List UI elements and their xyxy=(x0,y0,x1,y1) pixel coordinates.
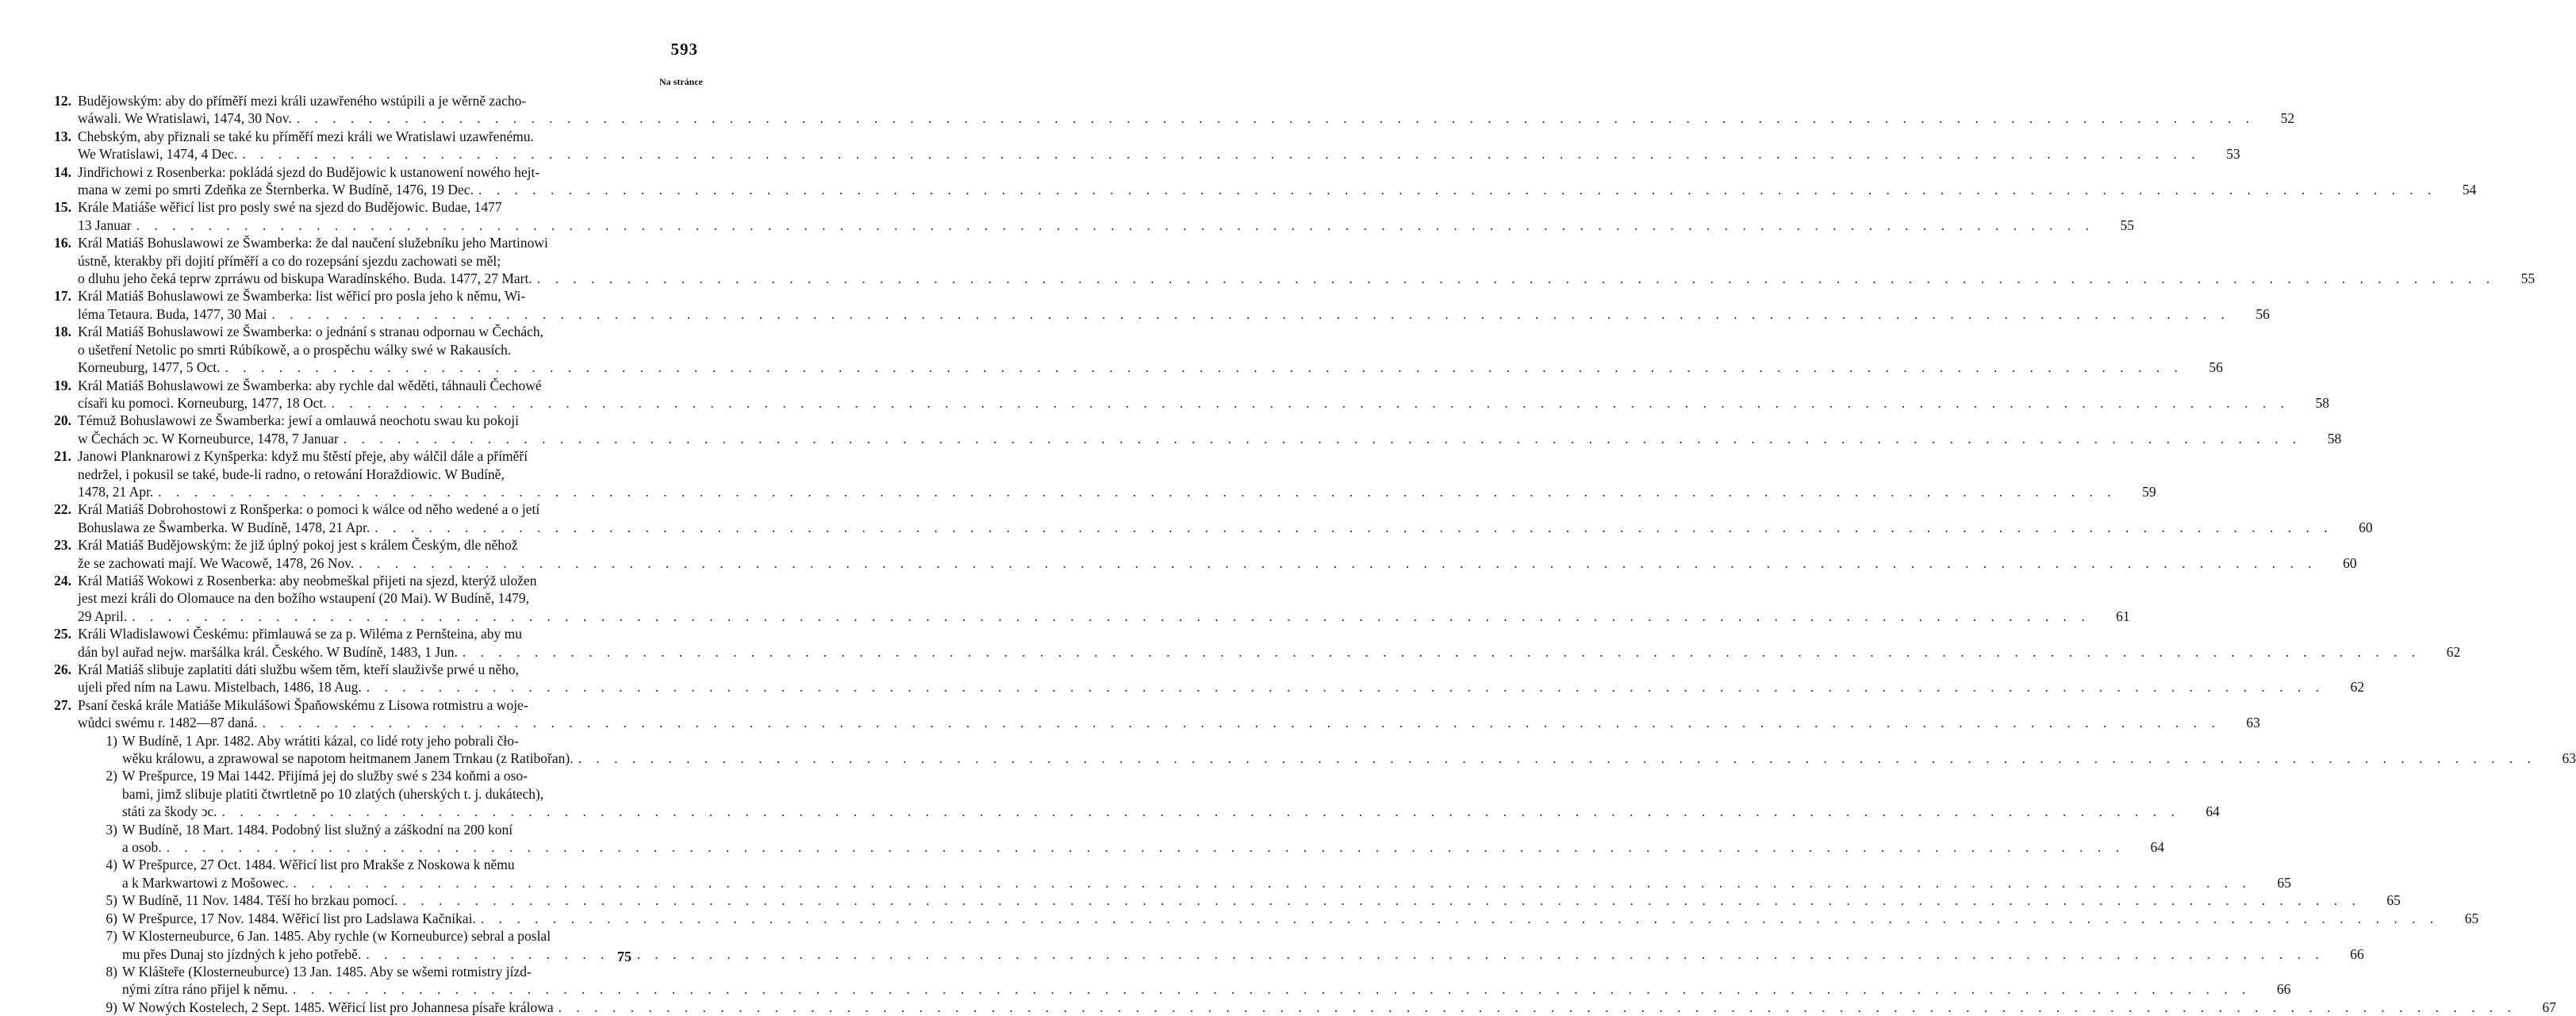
indent-spacer xyxy=(32,999,78,1016)
line-text: W Budíně, 1 Apr. 1482. Aby wrátiti kázal, co lidé roty jeho pobrali čło- xyxy=(122,732,519,749)
page-reference: 59 xyxy=(2142,483,2156,500)
subentry xyxy=(32,891,2401,909)
subentry xyxy=(32,732,2576,768)
entry-number: 21. xyxy=(54,448,71,465)
toc-entry xyxy=(32,377,2330,412)
entry-line xyxy=(78,661,2325,678)
entry-line xyxy=(122,767,2180,784)
entry-text xyxy=(78,128,2201,163)
entry-line xyxy=(122,821,2125,838)
dot-leader xyxy=(344,430,2302,447)
entry-text xyxy=(122,821,2125,857)
toc-entry xyxy=(32,661,2365,696)
entry-line xyxy=(78,92,2255,109)
dot-leader xyxy=(463,643,2421,661)
line-text: ústně, kterakby při dojití příměří a co do rozepsání sjezdu zachowati se měl; xyxy=(78,252,501,269)
entry-number: 24. xyxy=(54,572,71,589)
entry-number: 23. xyxy=(54,537,71,554)
entry-line xyxy=(78,323,2183,340)
page-reference: 55 xyxy=(2520,270,2536,287)
entry-number: 14. xyxy=(54,163,71,180)
entry-text xyxy=(78,572,2090,625)
dot-leader xyxy=(242,145,2200,163)
entry-line xyxy=(122,891,2361,909)
dot-leader xyxy=(293,874,2251,891)
subentry xyxy=(32,999,2557,1016)
dot-leader xyxy=(222,803,2180,820)
entry-line xyxy=(122,963,2251,980)
line-text: že se zachowati mají. We Wacowě, 1478, 26 Nov. xyxy=(78,554,355,571)
line-text: W Nowých Kostelech, 2 Sept. 1485. Wěřicí list pro Johannesa písaře králowa xyxy=(122,999,554,1015)
dot-leader xyxy=(481,910,2439,927)
dot-leader xyxy=(359,554,2317,572)
line-text: o dluhu jeho čeká teprw zprráwu od biskupa Waradínského. Buda. 1477, 27 Mart. xyxy=(78,270,532,287)
page-reference: 55 xyxy=(2120,217,2134,233)
page-reference: 53 xyxy=(2226,146,2240,163)
toc-entry xyxy=(32,287,2270,323)
entry-line xyxy=(78,181,2436,198)
line-text: wáwali. We Wratislawi, 1474, 30 Nov. xyxy=(78,110,292,127)
indent-spacer xyxy=(32,927,78,963)
line-text: We Wratislawi, 1474, 4 Dec. xyxy=(78,146,238,163)
subentry xyxy=(32,927,2364,963)
entry-line xyxy=(78,608,2090,625)
dot-leader xyxy=(132,608,2090,625)
page-reference: 56 xyxy=(2209,359,2223,376)
entry-line xyxy=(122,750,2536,767)
line-text: W Prešpurce, 19 Mai 1442. Přijímá jej do služby swé s 234 koňmi a oso- xyxy=(122,768,528,784)
page-reference: 63 xyxy=(2562,750,2576,767)
entry-line xyxy=(122,803,2180,820)
line-text: W Prešpurce, 27 Oct. 1484. Wěřicí list pro Mrakše z Noskowa k němu xyxy=(122,857,515,873)
line-text: mana w zemi po smrti Zdeňka ze Šternberka. W Budíně, 1476, 19 Dec. xyxy=(78,182,474,198)
entry-line xyxy=(78,572,2090,589)
line-text: ujeli před ním na Lawu. Mistelbach, 1486, 18 Aug. xyxy=(78,679,362,696)
dot-leader xyxy=(167,838,2125,856)
entry-line xyxy=(78,430,2302,447)
page-reference: 64 xyxy=(2150,839,2164,856)
line-text: Psaní česká krále Matiáše Mikulášowi Špaňowskému z Lisowa rotmistru a woje- xyxy=(78,696,528,713)
entry-number: 6) xyxy=(106,910,117,926)
dot-leader xyxy=(263,714,2221,731)
line-text: Budějowským: aby do příměří mezi králi uzawřeného wstúpili a je wěrně zacho- xyxy=(78,93,527,109)
dot-leader xyxy=(559,999,2516,1016)
line-text: Král Matiáš Bohuslawowi ze Šwamberka: o jednání s stranau odpornau w Čechách, xyxy=(78,324,544,340)
entry-text xyxy=(78,625,2421,661)
page-reference: 54 xyxy=(2462,182,2477,198)
dot-leader xyxy=(366,945,2324,963)
dot-leader xyxy=(537,270,2495,287)
page-reference: 66 xyxy=(2276,981,2291,998)
toc-entry xyxy=(32,234,2536,287)
line-text: a k Markwartowi z Mošowec. xyxy=(122,874,289,891)
entry-line xyxy=(78,696,2221,714)
entry-number: 7) xyxy=(106,928,117,945)
entry-line xyxy=(78,483,2117,500)
entry-text xyxy=(78,163,2436,199)
line-text: Chebským, aby přiznali se také ku příměří mezi králi we Wratislawi uzawřenému. xyxy=(78,128,534,144)
entry-number: 2) xyxy=(106,768,117,784)
entry-line xyxy=(78,377,2290,394)
table-of-contents xyxy=(32,92,2576,1016)
entry-text xyxy=(78,323,2183,376)
entry-line xyxy=(78,305,2230,323)
entry-line xyxy=(78,500,2333,518)
line-text: Krále Matiáše wěřicí list pro posly swé na sjezd do Budějowic. Budae, 1477 xyxy=(78,199,502,216)
entry-line xyxy=(78,589,2090,607)
entry-number: 25. xyxy=(54,626,71,642)
entry-text xyxy=(78,234,2495,287)
entry-line xyxy=(78,270,2495,287)
entry-line xyxy=(78,358,2183,376)
line-text: Bohuslawa ze Šwamberka. W Budíně, 1478, 21 Apr. xyxy=(78,519,370,535)
entry-line xyxy=(78,466,2117,483)
line-text: léma Tetaura. Buda, 1477, 30 Mai xyxy=(78,305,267,322)
line-text: Janowi Planknarowi z Kynšperka: když mu štěstí přeje, aby wálčil dále a příměří xyxy=(78,448,528,465)
line-text: W Budíně, 11 Nov. 1484. Těší ho brzkau pomocí. xyxy=(122,892,398,909)
line-text: nými zítra ráno přijel k němu. xyxy=(122,981,288,998)
indent-spacer xyxy=(32,732,78,768)
entry-line xyxy=(122,927,2325,945)
entry-text xyxy=(122,891,2361,909)
page-reference: 61 xyxy=(2116,608,2130,624)
dot-leader xyxy=(403,891,2361,909)
line-text: Král Matiáš Bohuslawowi ze Šwamberka: že dal naučení služebníku jeho Martinowi xyxy=(78,235,548,251)
entry-text xyxy=(78,696,2221,732)
entry-text xyxy=(122,856,2252,891)
line-text: 29 April. xyxy=(78,608,128,624)
page-reference: 60 xyxy=(2359,519,2373,535)
entry-text xyxy=(78,198,2094,234)
entry-text xyxy=(78,447,2117,500)
entry-text xyxy=(122,927,2325,963)
page-reference: 65 xyxy=(2464,910,2479,926)
page-reference: 62 xyxy=(2446,643,2461,660)
entry-number: 4) xyxy=(106,857,117,873)
entry-text xyxy=(78,661,2325,696)
entry-text xyxy=(78,412,2302,447)
line-text: W Budíně, 18 Mart. 1484. Podobný list služný a záškodní na 200 koní xyxy=(122,821,513,838)
entry-text xyxy=(122,999,2516,1016)
line-text: Král Matiáš Wokowi z Rosenberka: aby neobmeškal přijeti na sjezd, kterýž uložen xyxy=(78,572,537,589)
page-number: 593 xyxy=(670,40,698,59)
entry-number: 18. xyxy=(54,324,71,340)
signature-mark: 75 xyxy=(617,949,632,964)
page-reference: 58 xyxy=(2327,430,2342,447)
indent-spacer xyxy=(32,821,78,857)
dot-leader xyxy=(297,109,2255,127)
entry-line xyxy=(78,128,2201,145)
line-text: W Klášteře (Klosterneuburce) 13 Jan. 1485. Aby se wšemi rotmistry jízd- xyxy=(122,963,532,980)
toc-entry xyxy=(32,92,2295,128)
line-text: Témuž Bohuslawowi ze Šwamberka: jewí a omlauwá neochotu swau ku pokoji xyxy=(78,412,519,429)
line-text: W Klosterneuburce, 6 Jan. 1485. Aby rychle (w Korneuburce) sebral a poslal xyxy=(122,928,551,945)
entry-number: 17. xyxy=(54,288,71,305)
entry-text xyxy=(78,536,2317,572)
entry-line xyxy=(78,412,2302,429)
page-reference: 65 xyxy=(2277,874,2291,891)
page-reference: 62 xyxy=(2350,679,2365,696)
entry-number: 13. xyxy=(54,128,71,144)
page-reference: 66 xyxy=(2350,945,2364,962)
entry-text xyxy=(78,287,2230,323)
dot-leader xyxy=(272,305,2230,323)
entry-line xyxy=(122,910,2439,927)
subentry xyxy=(32,767,2220,820)
entry-line xyxy=(78,163,2436,181)
line-text: wůdci swému r. 1482—87 daná. xyxy=(78,715,258,731)
dot-leader xyxy=(374,519,2332,536)
line-text: císaři ku pomoci. Korneuburg, 1477, 18 Oct. xyxy=(78,394,327,411)
entry-number: 15. xyxy=(54,199,71,216)
entry-number: 3) xyxy=(106,821,117,838)
entry-line xyxy=(122,945,2325,963)
entry-line xyxy=(78,447,2117,465)
subentry xyxy=(32,963,2291,999)
entry-text xyxy=(78,500,2333,536)
toc-entry xyxy=(32,572,2130,625)
entry-line xyxy=(78,678,2325,696)
entry-line xyxy=(78,519,2333,536)
toc-entry xyxy=(32,447,2156,500)
dot-leader xyxy=(332,394,2290,412)
page-reference: 60 xyxy=(2343,554,2357,571)
entry-line xyxy=(78,394,2290,412)
dot-leader xyxy=(158,483,2116,500)
entry-number: 9) xyxy=(106,999,117,1015)
entry-line xyxy=(122,856,2252,873)
entry-number: 26. xyxy=(54,661,71,677)
toc-entry xyxy=(32,696,2260,732)
line-text: jest mezi králi do Olomauce na den božího wstaupení (20 Mai). W Budíně, 1479, xyxy=(78,590,529,607)
toc-entry xyxy=(32,163,2477,199)
entry-line xyxy=(78,217,2094,234)
entry-number: 1) xyxy=(106,732,117,749)
line-text: dán byl auřad nejw. maršálka král. Českého. W Budíně, 1483, 1 Jun. xyxy=(78,643,458,660)
entry-line xyxy=(78,145,2201,163)
line-text: W Prešpurce, 17 Nov. 1484. Wěřicí list pro Ladslawa Kačnikai. xyxy=(122,910,476,926)
entry-line xyxy=(122,732,2536,750)
entry-number: 8) xyxy=(106,963,117,980)
toc-entry xyxy=(32,323,2223,376)
entry-line xyxy=(78,536,2317,554)
line-text: Král Matiáš Dobrohostowi z Ronšperka: o pomoci k wálce od něho wedené a o jetí xyxy=(78,501,540,518)
dot-leader xyxy=(136,217,2094,234)
entry-line xyxy=(78,198,2094,216)
entry-number: 5) xyxy=(106,892,117,909)
dot-leader xyxy=(293,980,2251,998)
entry-line xyxy=(122,838,2125,856)
indent-spacer xyxy=(32,891,78,909)
entry-line xyxy=(78,234,2495,251)
page-reference: 52 xyxy=(2280,110,2295,127)
entry-line xyxy=(78,625,2421,642)
dot-leader xyxy=(578,750,2536,767)
page-reference: 64 xyxy=(2206,803,2220,820)
page-reference: 65 xyxy=(2386,892,2401,909)
entry-text xyxy=(122,732,2536,768)
toc-entry xyxy=(32,412,2342,447)
line-text: Jindřichowi z Rosenberka: pokládá sjezd do Budějowic k ustanowení nowého hejt- xyxy=(78,163,540,180)
toc-entry xyxy=(32,198,2134,234)
entry-number: 16. xyxy=(54,235,71,251)
line-text: 13 Januar xyxy=(78,217,132,233)
entry-number: 12. xyxy=(54,93,71,109)
entry-text xyxy=(78,377,2290,412)
line-text: wěku králowu, a zprawowal se napotom heitmanem Janem Trnkau (z Ratibořan). xyxy=(122,750,574,767)
page-reference: 56 xyxy=(2255,305,2270,322)
entry-line xyxy=(78,554,2317,572)
dot-leader xyxy=(367,678,2325,696)
indent-spacer xyxy=(32,767,78,820)
entry-line xyxy=(78,714,2221,731)
line-text: a osob. xyxy=(122,839,162,856)
entry-line xyxy=(122,874,2252,891)
entry-number: 22. xyxy=(54,501,71,518)
line-text: nedržel, i pokusil se také, bude-li radno, o retowání Horaždiowic. W Budíně, xyxy=(78,466,505,482)
line-text: Král Matiáš Bohuslawowi ze Šwamberka: aby rychle dal wěděti, táhnauli Čechowé xyxy=(78,377,542,393)
entry-line xyxy=(78,287,2230,305)
toc-entry xyxy=(32,500,2373,536)
line-text: Král Matiáš Bohuslawowi ze Šwamberka: list wěřicí pro posla jeho k němu, Wi- xyxy=(78,288,526,305)
subentry xyxy=(32,856,2291,891)
line-text: Král Matiáš slibuje zaplatiti dáti službu wšem těm, kteří slauživše prwé u něho, xyxy=(78,661,519,677)
toc-entry xyxy=(32,625,2461,661)
page-reference: 67 xyxy=(2542,999,2557,1015)
indent-spacer xyxy=(32,963,78,999)
line-text: státi za škody ͻc. xyxy=(122,803,217,820)
dot-leader xyxy=(225,358,2183,376)
entry-text xyxy=(78,92,2255,128)
line-text: Král Matiáš Budějowským: že již úplný pokoj jest s králem Českým, dle něhož xyxy=(78,537,518,554)
line-text: bami, jimž slibuje platiti čtwrtletně po 10 zlatých (uherských t. j. dukátech), xyxy=(122,785,544,802)
toc-entry xyxy=(32,536,2357,572)
entry-line xyxy=(78,341,2183,358)
line-text: Králi Wladislawowi Českému: přimlauwá se za p. Wiléma z Pernšteina, aby mu xyxy=(78,626,522,642)
line-text: mu přes Dunaj sto jízdných k jeho potřebě. xyxy=(122,945,362,962)
entry-line xyxy=(78,643,2421,661)
line-text: o ušetření Netolic po smrti Rúbíkowě, a o prospěchu wálky swé w Rakausích. xyxy=(78,341,512,358)
entry-line xyxy=(122,999,2516,1016)
line-text: Korneuburg, 1477, 5 Oct. xyxy=(78,359,221,376)
entry-number: 19. xyxy=(54,377,71,393)
column-header: Na stránce xyxy=(659,76,703,87)
page-reference: 63 xyxy=(2246,715,2260,731)
subentry xyxy=(32,910,2479,927)
entry-number: 27. xyxy=(54,696,71,713)
dot-leader xyxy=(478,181,2436,198)
line-text: 1478, 21 Apr. xyxy=(78,483,154,500)
entry-text xyxy=(122,910,2439,927)
subentry xyxy=(32,821,2164,857)
entry-text xyxy=(122,963,2251,999)
entry-number: 20. xyxy=(54,412,71,429)
entry-text xyxy=(122,767,2180,820)
entry-line xyxy=(122,785,2180,803)
page-reference: 58 xyxy=(2315,394,2330,411)
toc-entry xyxy=(32,128,2240,163)
indent-spacer xyxy=(32,910,78,927)
entry-line xyxy=(78,109,2255,127)
entry-line xyxy=(122,980,2251,998)
entry-line xyxy=(78,252,2495,270)
indent-spacer xyxy=(32,856,78,891)
line-text: w Čechách ͻc. W Korneuburce, 1478, 7 Januar xyxy=(78,430,339,447)
